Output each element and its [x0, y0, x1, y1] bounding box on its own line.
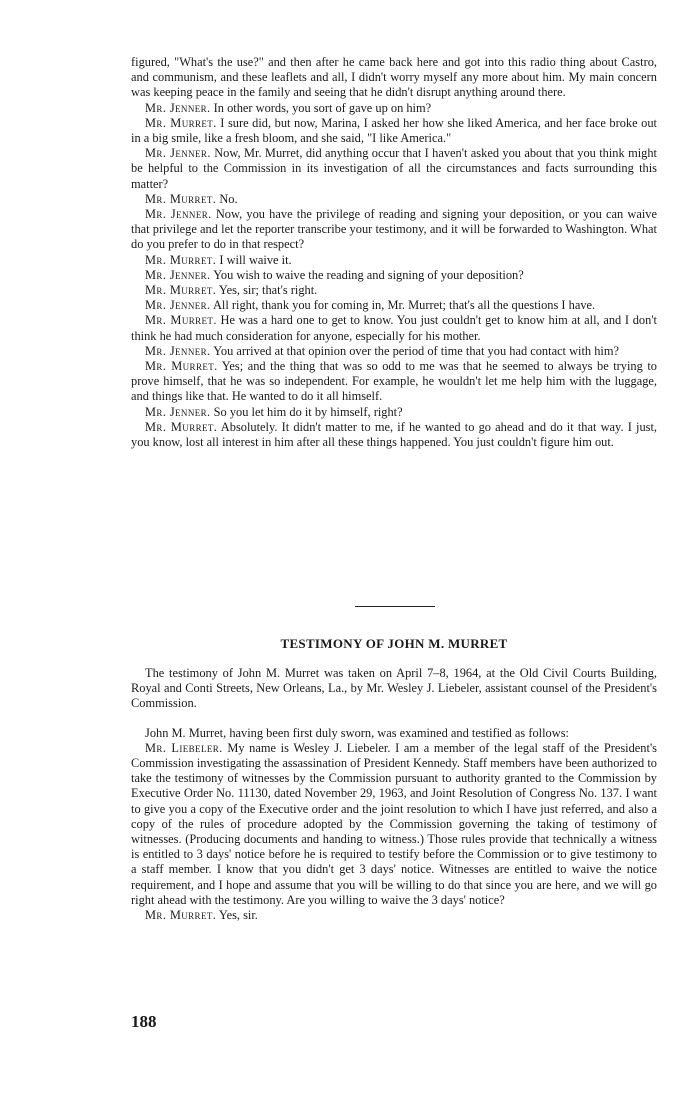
speaker-name: Mr. Jenner.: [145, 146, 211, 161]
testimony-paragraph: [131, 344, 657, 359]
speaker-name: Mr. Murret.: [145, 252, 217, 267]
speaker-name: Mr. Jenner.: [145, 207, 212, 222]
speech-text: I will waive it.: [219, 252, 292, 267]
speaker-name: Mr. Murret.: [145, 313, 217, 328]
speech-text: You wish to waive the reading and signing of your deposition?: [213, 267, 524, 282]
testimony-paragraph: [131, 207, 657, 253]
speech-text: He was a hard one to get to know. You just couldn't get to know him at all, and I don't think he had much consideration for anyone, especially for his mother.: [131, 313, 657, 343]
testimony-paragraph: [131, 268, 657, 283]
testimony-paragraph: [131, 192, 657, 207]
testimony-paragraph: [131, 726, 657, 741]
speech-text: Now, Mr. Murret, did anything occur that I haven't asked you about that you think might be helpful to the Commission in its investigation of all the circumstances and facts surrounding this matter?: [131, 146, 657, 191]
testimony-paragraph: [131, 116, 657, 146]
speech-text: In other words, you sort of gave up on him?: [213, 100, 432, 115]
testimony-paragraph: [131, 405, 657, 420]
speaker-name: Mr. Jenner.: [145, 298, 211, 313]
speaker-name: Mr. Murret.: [145, 908, 217, 923]
testimony-paragraph: [131, 741, 657, 908]
intro-paragraph: The testimony of John M. Murret was taken on April 7–8, 1964, at the Old Civil Courts Building, Royal and Conti Streets, New Orleans, La., by Mr. Wesley J. Liebeler, assistant counsel of the President's Commission.: [131, 666, 657, 711]
speaker-name: Mr. Murret.: [145, 283, 217, 298]
speech-text: Yes, sir; that's right.: [218, 283, 318, 298]
testimony-paragraph: [131, 420, 657, 450]
testimony-paragraph: [131, 146, 657, 192]
speech-text: No.: [219, 191, 238, 206]
speech-text: All right, thank you for coming in, Mr. Murret; that's all the questions I have.: [212, 298, 596, 313]
speech-text: Yes; and the thing that was so odd to me was that he seemed to always be trying to prove himself, that he was so independent. For example, he wouldn't let me help him with the luggage, and things like that. He wanted to do it all himself.: [131, 359, 657, 404]
speech-text: John M. Murret, having been first duly sworn, was examined and testified as follows:: [145, 725, 569, 740]
speaker-name: Mr. Jenner.: [145, 100, 211, 115]
speech-text: I sure did, but now, Marina, I asked her how she liked America, and her face broke out in a big smile, like a fresh bloom, and she said, "I like America.": [131, 115, 657, 146]
speaker-name: Mr. Liebeler.: [145, 740, 223, 755]
testimony-paragraph: [131, 359, 657, 405]
speaker-name: Mr. Jenner.: [145, 404, 211, 419]
speech-text: Yes, sir.: [218, 908, 258, 923]
speech-text: You arrived at that opinion over the period of time that you had contact with him?: [213, 343, 620, 358]
testimony-paragraph: [131, 298, 657, 313]
speech-text: Absolutely. It didn't matter to me, if he wanted to go ahead and do it that way. I just, you know, lost all interest in him after all these things happened. You just couldn't figure him out.: [131, 419, 657, 450]
speech-text: figured, "What's the use?" and then after he came back here and got into this radio thing about Castro, and communism, and these leaflets and all, I didn't worry myself any more about him. My main concern was keeping peace in the family and seeing that he didn't disrupt anything around there.: [131, 55, 657, 100]
testimony-paragraph: [131, 55, 657, 101]
speaker-name: Mr. Murret.: [145, 115, 217, 130]
speaker-name: Mr. Jenner.: [145, 343, 211, 358]
speaker-name: Mr. Jenner.: [145, 267, 211, 282]
transcript-top: [131, 55, 657, 450]
speaker-name: Mr. Murret.: [145, 419, 218, 434]
testimony-paragraph: [131, 313, 657, 343]
section-heading: TESTIMONY OF JOHN M. MURRET: [280, 636, 508, 651]
testimony-paragraph: [131, 908, 657, 923]
speech-text: So you let him do it by himself, right?: [213, 404, 403, 419]
speech-text: Now, you have the privilege of reading and signing your deposition, or you can waive that privilege and let the reporter transcribe your testimony, and it will be forwarded to Washington. What do you prefer to do in that respect?: [131, 207, 657, 252]
speaker-name: Mr. Murret.: [145, 359, 218, 374]
testimony-paragraph: [131, 253, 657, 268]
transcript-bottom: [131, 666, 657, 923]
testimony-paragraph: [131, 101, 657, 116]
speech-text: My name is Wesley J. Liebeler. I am a member of the legal staff of the President's Commission investigating the assassination of President Kennedy. Staff members have been authorized to take the testimony of witnesses by the Commission pursuant to authority granted to the Commission by Executive Order No. 11130, dated November 29, 1963, and Joint Resolution of Congress No. 137. I want to give you a copy of the Executive order and the joint resolution to which I have just referred, and also a copy of the rules of procedure adopted by the Commission governing the taking of testimony of witnesses. (Producing documents and handing to witness.) Those rules provide that technically a witness is entitled to 3 days' notice before he is required to testify before the Commission or to give testimony to a staff member. I know that you didn't get 3 days' notice. Witnesses are entitled to waive the notice requirement, and I hope and assume that you will be willing to do that since you are here, and we will go right ahead with the testimony. Are you willing to waive the 3 days' notice?: [131, 740, 658, 907]
speaker-name: Mr. Murret.: [145, 191, 217, 206]
testimony-paragraph: [131, 283, 657, 298]
section-divider: [355, 606, 435, 607]
page-number: 188: [131, 1012, 157, 1031]
